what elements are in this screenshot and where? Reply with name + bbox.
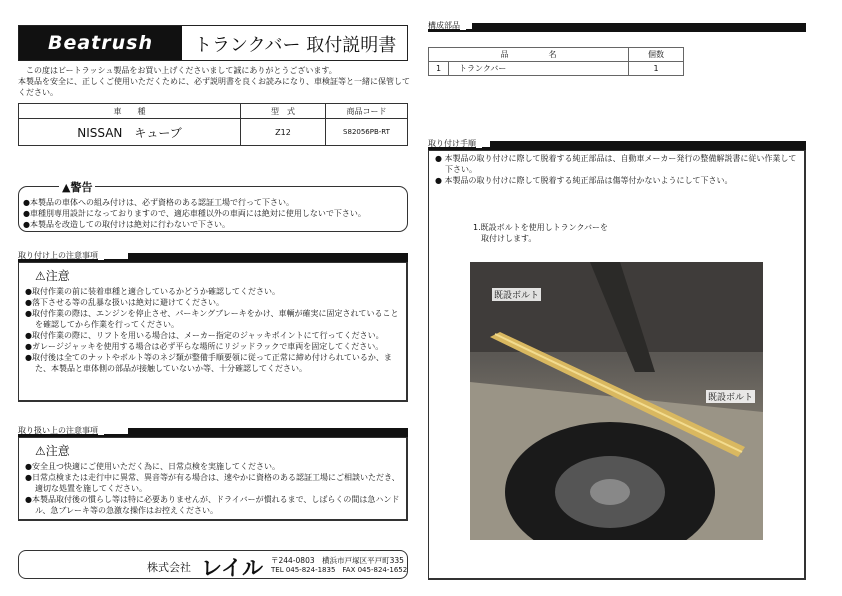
section-title: 取り付け手順	[428, 140, 482, 148]
company-footer	[18, 550, 408, 579]
beatrush-logo: Beatrush	[19, 26, 182, 60]
header-cell: 個数	[629, 48, 684, 62]
company-brand: レイル	[201, 556, 263, 580]
warning-box	[18, 181, 408, 232]
header-cell: 車 種	[19, 104, 241, 119]
procedure-note: ● 本製品の取り付けに際して脱着する純正部品は傷等付かないようにして下さい。	[435, 176, 733, 185]
note-item: ●取付作業の前に装着車種と適合しているかどうか確認してください。	[25, 287, 280, 296]
note-item: ●取付作業の際に、リフトを用いる場合は、メーカー指定のジャッキポイントにて行ってください。	[25, 331, 384, 340]
procedure-note: ● 本製品の取り付けに際して脱着する純正部品は、自動車メーカー発行の整備解説書に従い作業して下さい。	[435, 154, 797, 174]
note-item: ●取付後は全てのナットやボルト等のネジ類が整備手順要領に従って正常に締め付けられているか、また、本製品と車体側の部品が接触していないか等、十分確認してください。	[25, 353, 392, 373]
section-header	[18, 427, 408, 437]
model-cell: Z12	[241, 119, 326, 146]
part-number: 1	[429, 62, 449, 76]
section-title: 取り付け上の注意事項	[18, 252, 104, 260]
installation-photo	[470, 262, 763, 540]
note-item: ●日常点検または走行中に異常、異音等が有る場合は、速やかに資格のある認証工場にご相談いただき、適切な処置を施してください。	[25, 473, 400, 493]
company-address: 〒244-0803 横浜市戸塚区平戸町335	[271, 556, 404, 565]
company-phone: TEL 045-824-1835 FAX 045-824-1652	[271, 566, 408, 574]
part-qty: 1	[629, 62, 684, 76]
section-title: 取り扱い上の注意事項	[18, 427, 104, 435]
code-cell: S82056PB-RT	[326, 119, 408, 146]
note-item: ●本製品取付後の慣らし等は特に必要ありませんが、ドライバーが慣れるまで、しばらくの間は急ハンドル、急ブレーキ等の急激な操作はお控えください。	[25, 495, 400, 515]
caution-label: ⚠注意	[35, 444, 70, 458]
header-box	[18, 25, 408, 61]
step-1-text: 1.既設ボルトを使用しトランクバーを 取付けします。	[473, 223, 608, 243]
note-item: ●ガレージジャッキを使用する場合は必ず平らな場所にリジッドラックで車両を固定してください。	[25, 342, 384, 351]
note-item: ●取付作業の際は、エンジンを停止させ、パーキングブレーキをかけ、車輌が確実に固定されていることを確認してから作業を行ってください。	[25, 309, 399, 329]
intro-line: この度はビートラッシュ製品をお買い上げくださいまして誠にありがとうございます。	[18, 66, 337, 75]
install-notes-section	[18, 252, 408, 402]
warning-item: ●本製品を改造しての取付けは絶対に行わないで下さい。	[23, 220, 230, 229]
section-header	[18, 252, 408, 262]
parts-section	[428, 22, 806, 32]
note-item: ●安全且つ快適にご使用いただく為に、日常点検を実施してください。	[25, 462, 280, 471]
part-name: トランクバー	[449, 62, 629, 76]
vehicle-cell: NISSAN キューブ	[19, 119, 241, 146]
company-prefix: 株式会社	[147, 561, 191, 574]
header-cell: 型 式	[241, 104, 326, 119]
handling-notes-section	[18, 427, 408, 521]
document-title: トランクバー 取付説明書	[194, 35, 397, 56]
parts-table	[428, 47, 684, 76]
note-item: ●落下させる等の乱暴な扱いは絶対に避けてください。	[25, 298, 224, 307]
warning-item: ●車種別専用設計になっておりますので、適応車種以外の車両には絶対に使用しないで下さい。	[23, 209, 366, 218]
header-cell: 商品コード	[326, 104, 408, 119]
photo-label-bolt: 既設ボルト	[492, 288, 541, 301]
warning-label: ▲警告	[59, 179, 95, 195]
section-header	[428, 22, 806, 32]
section-title: 構成部品	[428, 22, 466, 30]
intro-line: 本製品を安全に、正しくご使用いただくために、必ず説明書を良くお読みになり、車検証等と一緒に保管してください。	[18, 77, 410, 97]
header-cell: 品 名	[429, 48, 629, 62]
photo-label-bolt: 既設ボルト	[706, 390, 755, 403]
intro-text	[18, 65, 410, 98]
warning-item: ●本製品の車体への組み付けは、必ず資格のある認証工場で行って下さい。	[23, 198, 294, 207]
caution-label: ⚠注意	[35, 269, 70, 283]
section-header	[428, 140, 806, 150]
spec-table	[18, 103, 408, 146]
